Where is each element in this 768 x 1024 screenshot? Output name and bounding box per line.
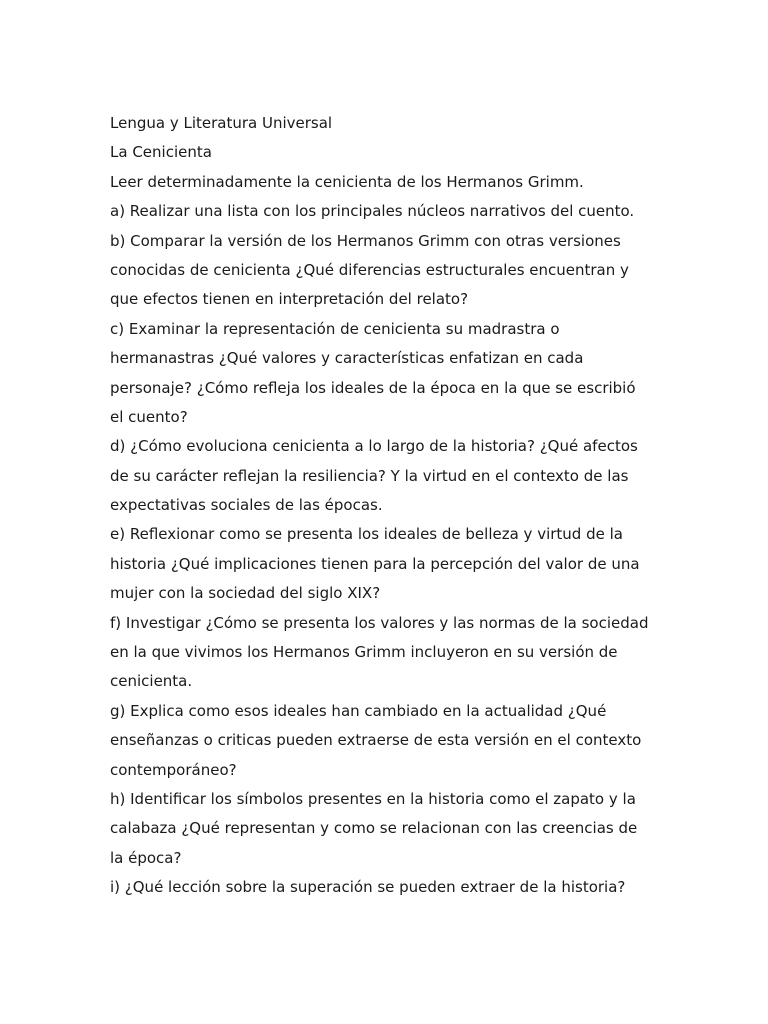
document-text-line: g) Explica como esos ideales han cambiado en la actualidad ¿Qué — [110, 701, 607, 720]
document-text-line: historia ¿Qué implicaciones tienen para la percepción del valor de una — [110, 554, 640, 573]
document-text-line: conocidas de cenicienta ¿Qué diferencias estructurales encuentran y — [110, 260, 629, 279]
document-text-line: mujer con la sociedad del siglo XIX? — [110, 584, 381, 603]
document-text-line: expectativas sociales de las épocas. — [110, 496, 383, 515]
document-text-line: a) Realizar una lista con los principales núcleos narrativos del cuento. — [110, 202, 635, 221]
document-body — [110, 113, 666, 907]
document-text-line: f) Investigar ¿Cómo se presenta los valores y las normas de la sociedad — [110, 613, 649, 632]
document-text-line: b) Comparar la versión de los Hermanos Grimm con otras versiones — [110, 231, 621, 250]
document-text-line: la época? — [110, 848, 182, 867]
document-subject-line: Lengua y Literatura Universal — [110, 114, 333, 132]
document-text-line: que efectos tienen en interpretación del relato? — [110, 290, 469, 309]
document-text-line: en la que vivimos los Hermanos Grimm incluyeron en su versión de — [110, 643, 618, 662]
document-text-line: e) Reflexionar como se presenta los ideales de belleza y virtud de la — [110, 525, 623, 544]
document-text-line: hermanastras ¿Qué valores y características enfatizan en cada — [110, 349, 584, 368]
document-text-line: enseñanzas o criticas pueden extraerse de esta versión en el contexto — [110, 731, 642, 750]
document-instruction-line: Leer determinadamente la cenicienta de los Hermanos Grimm. — [110, 172, 584, 191]
document-text-line: calabaza ¿Qué representan y como se relacionan con las creencias de — [110, 819, 638, 838]
document-text-line: c) Examinar la representación de cenicienta su madrastra o — [110, 319, 560, 338]
document-text-line: h) Identificar los símbolos presentes en la historia como el zapato y la — [110, 789, 636, 808]
document-text-line: contemporáneo? — [110, 760, 237, 779]
document-text-line: personaje? ¿Cómo refleja los ideales de la época en la que se escribió — [110, 378, 636, 397]
document-text-line: cenicienta. — [110, 672, 193, 691]
document-text-line: i) ¿Qué lección sobre la superación se pueden extraer de la historia? — [110, 878, 626, 897]
document-text-line: d) ¿Cómo evoluciona cenicienta a lo largo de la historia? ¿Qué afectos — [110, 437, 638, 456]
document-title-line: La Cenicienta — [110, 143, 212, 162]
document-text-line: de su carácter reflejan la resiliencia? Y la virtud en el contexto de las — [110, 466, 629, 485]
document-text-line: el cuento? — [110, 407, 188, 426]
